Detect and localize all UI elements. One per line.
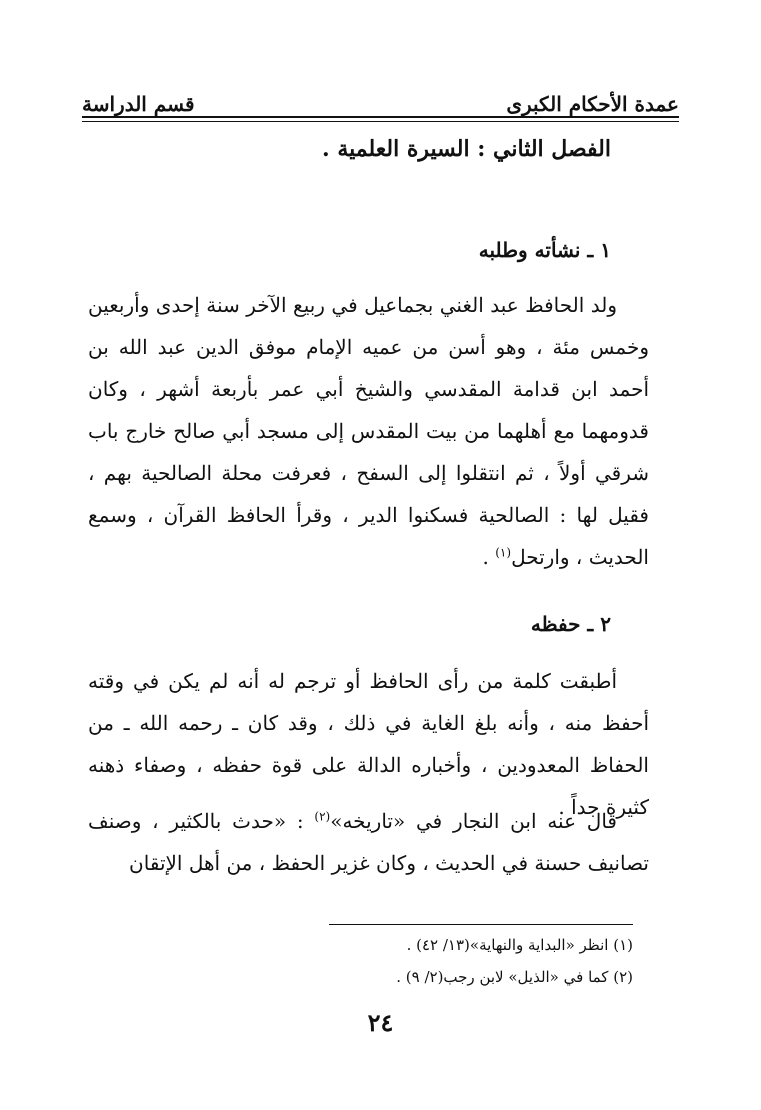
section-name: قسم الدراسة — [82, 92, 195, 116]
section-heading-upbringing: ١ ـ نشأته وطلبه — [478, 238, 611, 262]
footnote-2: (٢) كما في «الذيل» لابن رجب(٢/ ٩) . — [396, 968, 633, 986]
footnote-ref[interactable]: (١) — [495, 545, 512, 560]
paragraph-upbringing — [88, 284, 649, 578]
paragraph-text: قال عنه ابن النجار في «تاريخه» — [330, 809, 617, 833]
running-header — [82, 82, 679, 116]
paragraph-tail: : «حدث بالكثير ، وصنف تصانيف حسنة في الحديث ، وكان غزير الحفظ ، من أهل الإتقان — [88, 809, 649, 875]
paragraph-ibn-najjar-quote — [88, 800, 649, 884]
section-heading-memorization: ٢ ـ حفظه — [530, 612, 611, 636]
footnote-1: (١) انظر «البداية والنهاية»(١٣/ ٤٢) . — [406, 936, 633, 954]
paragraph-tail: . — [482, 545, 496, 569]
book-title: عمدة الأحكام الكبرى — [506, 92, 679, 116]
paragraph-text: ولد الحافظ عبد الغني بجماعيل في ربيع الآخر سنة إحدى وأربعين وخمس مئة ، وهو أسن من عميه الإمام موفق الدين عبد الله بن أحمد ابن قدامة المقدسي والشيخ أبي عمر بأربعة أشهر ، وكان قدومهما مع أهلهما من بيت المقدس إلى مسجد أبي صالح خارج باب شرقي أولاً ، ثم انتقلوا إلى السفح ، فعرفت محلة الصالحية بهم ، فقيل لها : الصالحية فسكنوا الدير ، وقرأ الحافظ القرآن ، وسمع الحديث ، وارتحل — [88, 293, 649, 569]
chapter-title: الفصل الثاني : السيرة العلمية . — [322, 136, 611, 162]
header-rule — [82, 116, 679, 122]
page-number: ٢٤ — [367, 1008, 394, 1037]
paragraph-text: أطبقت كلمة من رأى الحافظ أو ترجم له أنه لم يكن في وقته أحفظ منه ، وأنه بلغ الغاية في ذلك ، وقد كان ـ رحمه الله ـ من الحفاظ المعدودين ، وأخباره الدالة على قوة حفظه ، وصفاء ذهنه كثيرة جداً . — [88, 669, 649, 819]
footnote-ref[interactable]: (٢) — [314, 809, 331, 824]
footnote-rule — [329, 924, 633, 925]
